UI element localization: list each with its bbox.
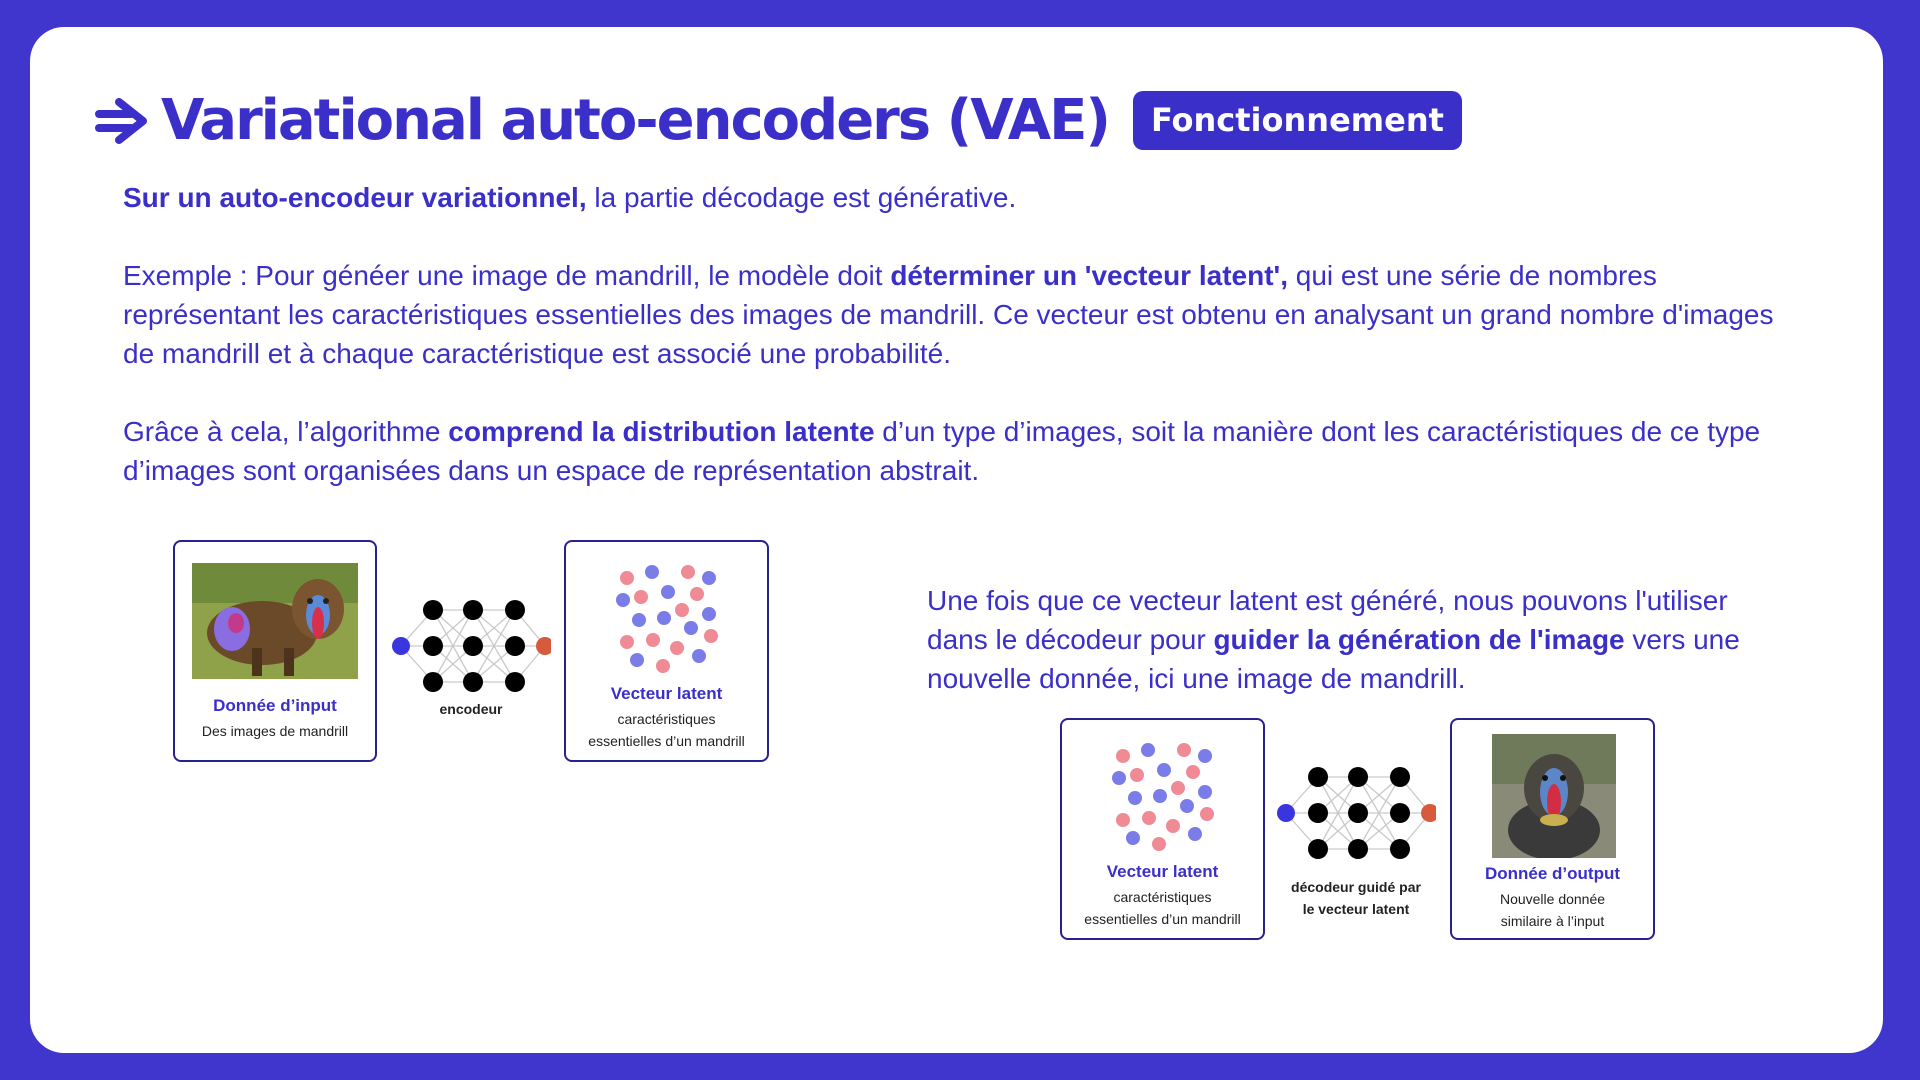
output-sub-a: Nouvelle donnée (1499, 891, 1606, 907)
input-title: Donnée d’input (213, 696, 337, 715)
latent-sub-1b: essentielles d’un mandrill (588, 733, 745, 749)
intro-paragraph (123, 178, 1803, 217)
decoder-bold: guider la génération de l'image (1213, 624, 1625, 655)
decoder-rest: vers une nouvelle donnée, ici une image de mandrill. (927, 624, 1740, 694)
decoder-network (1276, 765, 1436, 861)
mandrill-input-image (192, 563, 358, 679)
latent-title-2: Vecteur latent (1106, 862, 1219, 881)
example-bold: déterminer un 'vecteur latent', (890, 260, 1288, 291)
latent-dots-1 (613, 564, 723, 674)
output-sub-b: similaire à l’input (1500, 913, 1605, 929)
arrow-right-icon (95, 98, 149, 144)
latent-title-1: Vecteur latent (610, 684, 723, 703)
distribution-start: Grâce à cela, l’algorithme (123, 416, 449, 447)
latent-dots-2 (1109, 742, 1219, 852)
decoder-paragraph (927, 581, 1757, 698)
distribution-bold: comprend la distribution latente (448, 416, 875, 447)
page-title: Variational auto-encoders (VAE) (161, 88, 1109, 153)
distribution-rest: d’un type d’images, soit la manière dont les caractéristiques de ce type d’images sont organisées dans un espace de représentation abstrait. (123, 416, 1761, 486)
title-row (95, 88, 1462, 153)
input-data-box (173, 540, 377, 762)
encoder-network (391, 598, 551, 694)
encoder-label: encodeur (439, 701, 503, 717)
decoder-label-1: décodeur guidé par (1291, 879, 1421, 895)
distribution-paragraph (123, 412, 1803, 490)
section-badge: Fonctionnement (1133, 91, 1462, 150)
mandrill-output-image (1492, 734, 1616, 858)
latent-sub-1a: caractéristiques (617, 711, 716, 727)
latent-vector-box-2 (1060, 718, 1265, 940)
decoder-start: Une fois que ce vecteur latent est généré, nous pouvons l'utiliser dans le décodeur pour (927, 585, 1728, 655)
example-start: Exemple : Pour généer une image de mandrill, le modèle doit (123, 260, 891, 291)
latent-sub-2a: caractéristiques (1113, 889, 1212, 905)
decoder-label-2: le vecteur latent (1302, 901, 1410, 917)
latent-vector-box-1 (564, 540, 769, 762)
example-paragraph (123, 256, 1803, 373)
example-rest: qui est une série de nombres représentant les caractéristiques essentielles des images de mandrill. Ce vecteur est obtenu en analysant un grand nombre d'images de mandrill et à chaque caractéristique est associé une probabilité. (123, 260, 1774, 369)
intro-bold: Sur un auto-encodeur variationnel, (123, 182, 587, 213)
output-title: Donnée d’output (1484, 864, 1621, 883)
latent-sub-2b: essentielles d’un mandrill (1084, 911, 1241, 927)
intro-text: la partie décodage est générative. (586, 182, 1017, 213)
output-data-box (1450, 718, 1655, 940)
input-subtitle: Des images de mandrill (201, 723, 349, 739)
